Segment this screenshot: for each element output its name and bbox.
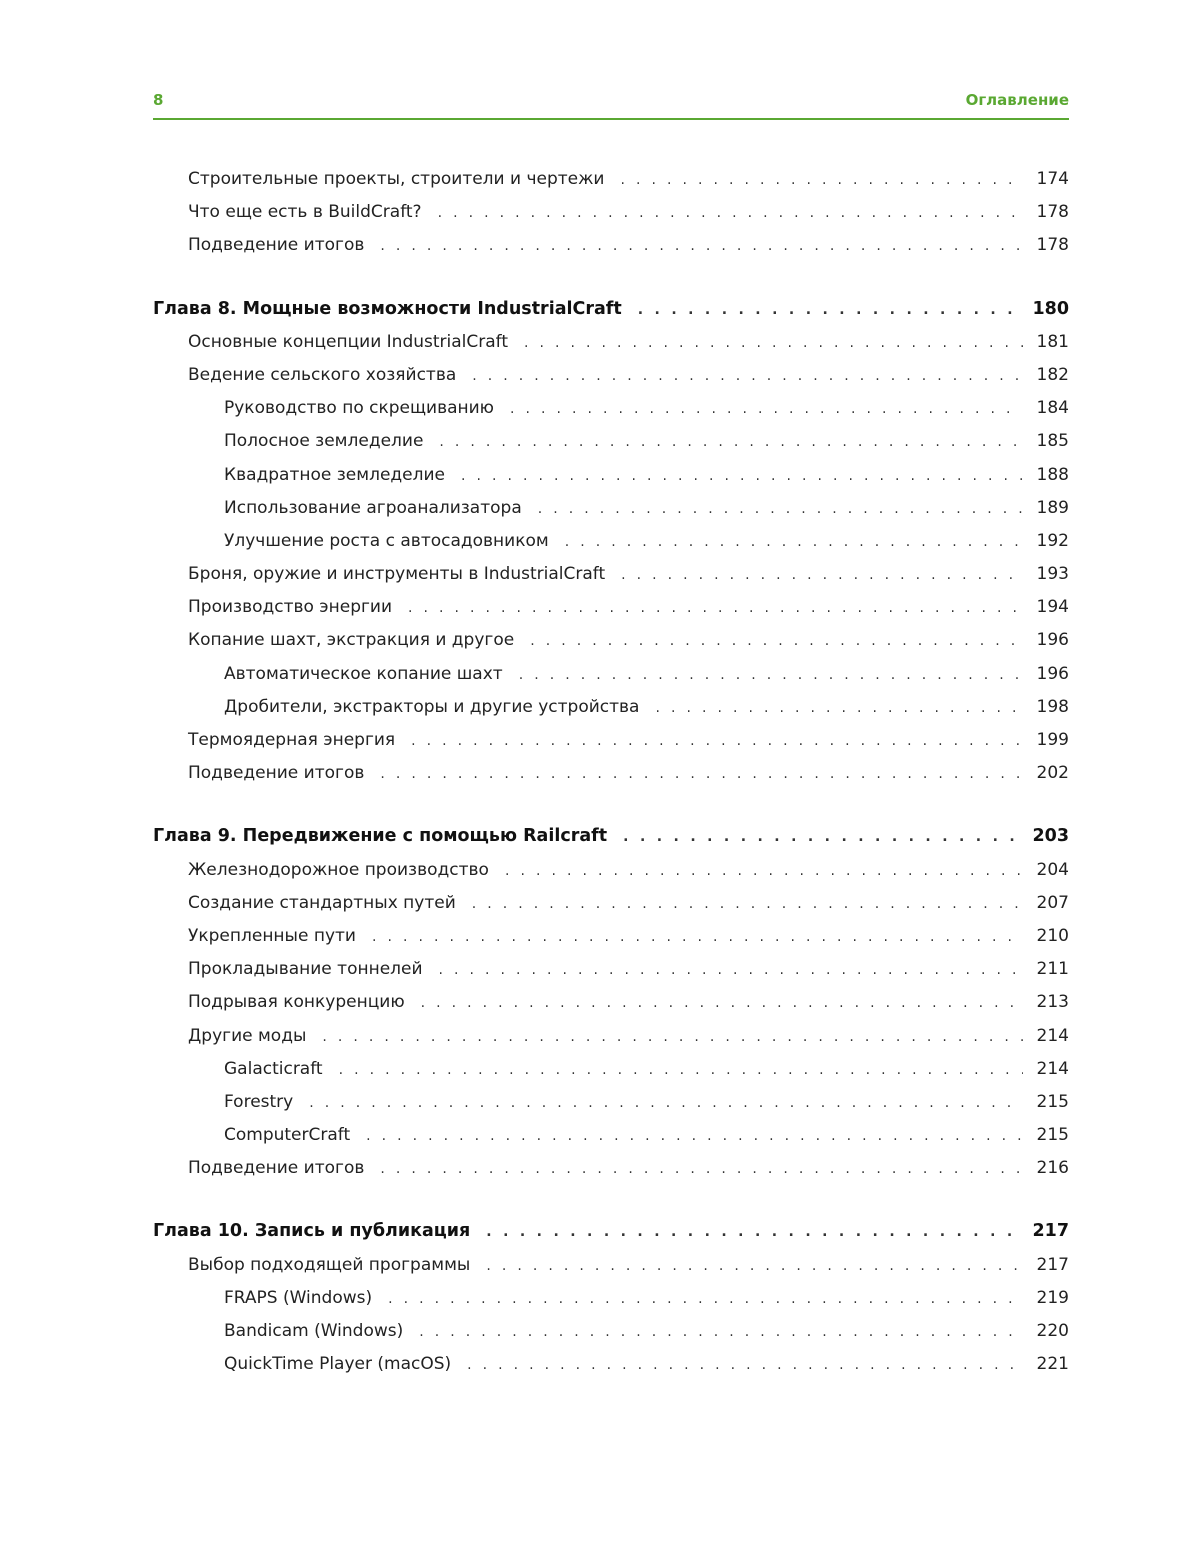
page-header <box>153 86 1069 120</box>
toc-entry-title: Ведение сельского хозяйства <box>188 364 457 385</box>
toc-entry-page: 221 <box>1036 1354 1069 1375</box>
dot-leader <box>486 1250 1022 1283</box>
toc-entry-title: Глава 9. Передвижение с помощью Railcraft <box>153 826 608 847</box>
toc-entry-title: Основные концепции IndustrialCraft <box>188 331 509 352</box>
dot-leader <box>638 294 1019 327</box>
toc-entry-title: Руководство по скрещиванию <box>224 398 494 419</box>
toc-entry[interactable] <box>153 326 1069 359</box>
toc-entry-title: Прокладывание тоннелей <box>188 959 423 980</box>
dot-leader <box>380 758 1022 791</box>
table-of-contents <box>153 163 1069 1381</box>
toc-entry[interactable] <box>153 854 1069 887</box>
toc-entry-page: 199 <box>1036 730 1069 750</box>
toc-entry-page: 204 <box>1036 859 1069 880</box>
toc-entry-page: 213 <box>1036 992 1069 1013</box>
toc-entry[interactable] <box>153 986 1069 1019</box>
dot-leader <box>380 230 1022 263</box>
toc-entry-title: Дробители, экстракторы и другие устройства <box>224 696 640 717</box>
dot-leader <box>461 460 1023 493</box>
toc-entry[interactable] <box>153 591 1069 624</box>
toc-entry-page: 210 <box>1036 925 1069 946</box>
toc-entry-title: Bandicam (Windows) <box>224 1321 404 1341</box>
toc-entry[interactable] <box>153 691 1069 724</box>
toc-entry-title: Копание шахт, экстракция и другое <box>188 630 515 651</box>
toc-chapter-entry[interactable] <box>153 293 1069 326</box>
toc-entry-page: 180 <box>1032 298 1069 319</box>
toc-entry-page: 189 <box>1036 497 1069 518</box>
chapter-gap <box>153 263 1069 293</box>
toc-entry-title: Подведение итогов <box>188 235 365 256</box>
dot-leader <box>519 659 1023 692</box>
toc-entry-page: 215 <box>1036 1091 1069 1112</box>
toc-entry-page: 217 <box>1036 1254 1069 1275</box>
toc-entry[interactable] <box>153 1348 1069 1381</box>
toc-chapter-entry[interactable] <box>153 820 1069 853</box>
toc-entry[interactable] <box>153 558 1069 591</box>
dot-leader <box>380 1153 1022 1186</box>
toc-entry-page: 193 <box>1036 564 1069 585</box>
toc-entry-title: Железнодорожное производство <box>188 859 489 880</box>
toc-entry-page: 178 <box>1036 202 1069 223</box>
toc-entry-title: Что еще есть в BuildCraft? <box>188 202 422 223</box>
toc-entry[interactable] <box>153 163 1069 196</box>
dot-leader <box>421 987 1023 1020</box>
toc-entry-title: Улучшение роста с автосадовником <box>224 530 549 551</box>
toc-entry[interactable] <box>153 359 1069 392</box>
toc-entry-page: 202 <box>1036 763 1069 784</box>
toc-entry-title: Выбор подходящей программы <box>188 1254 471 1275</box>
toc-entry-page: 196 <box>1036 630 1069 651</box>
dot-leader <box>524 327 1023 360</box>
toc-chapter-entry[interactable] <box>153 1215 1069 1248</box>
toc-entry[interactable] <box>153 1282 1069 1315</box>
toc-entry[interactable] <box>153 1086 1069 1119</box>
toc-entry-title: Подрывая конкуренцию <box>188 992 405 1013</box>
dot-leader <box>411 725 1022 758</box>
dot-leader <box>439 426 1022 459</box>
toc-entry[interactable] <box>153 724 1069 757</box>
toc-entry-page: 203 <box>1032 826 1069 847</box>
toc-entry-title: FRAPS (Windows) <box>224 1287 373 1308</box>
dot-leader <box>623 821 1018 854</box>
toc-entry-page: 192 <box>1036 530 1069 551</box>
dot-leader <box>419 1316 1022 1349</box>
chapter-gap <box>153 790 1069 820</box>
toc-entry-page: 214 <box>1036 1058 1069 1079</box>
dot-leader <box>538 493 1023 526</box>
dot-leader <box>510 393 1023 426</box>
dot-leader <box>339 1054 1023 1087</box>
toc-entry-page: 184 <box>1036 398 1069 419</box>
dot-leader <box>565 526 1023 559</box>
page-number: 8 <box>153 91 164 109</box>
toc-entry[interactable] <box>153 658 1069 691</box>
toc-entry[interactable] <box>153 492 1069 525</box>
toc-entry-title: Производство энергии <box>188 597 393 618</box>
dot-leader <box>472 888 1023 921</box>
toc-entry[interactable] <box>153 887 1069 920</box>
dot-leader <box>388 1283 1022 1316</box>
toc-entry-page: 219 <box>1036 1287 1069 1308</box>
toc-entry[interactable] <box>153 920 1069 953</box>
dot-leader <box>408 592 1023 625</box>
toc-entry[interactable] <box>153 1119 1069 1152</box>
toc-entry-title: Другие моды <box>188 1025 307 1046</box>
toc-entry-page: 215 <box>1036 1125 1069 1146</box>
toc-entry-title: Forestry <box>224 1091 294 1112</box>
dot-leader <box>366 1120 1022 1153</box>
dot-leader <box>655 692 1022 725</box>
toc-entry-title: Квадратное земледелие <box>224 464 445 485</box>
toc-entry-page: 207 <box>1036 892 1069 913</box>
dot-leader <box>372 921 1023 954</box>
toc-entry[interactable] <box>153 1020 1069 1053</box>
toc-entry-title: Galacticraft <box>224 1058 323 1079</box>
toc-entry[interactable] <box>153 392 1069 425</box>
toc-entry[interactable] <box>153 624 1069 657</box>
toc-entry-page: 196 <box>1036 663 1069 684</box>
dot-leader <box>322 1021 1022 1054</box>
toc-entry-title: Глава 10. Запись и публикация <box>153 1221 471 1242</box>
toc-entry[interactable] <box>153 953 1069 986</box>
toc-entry-page: 198 <box>1036 696 1069 717</box>
toc-entry-title: Полосное земледелие <box>224 431 424 452</box>
toc-entry-title: Подведение итогов <box>188 763 365 784</box>
chapter-gap <box>153 1185 1069 1215</box>
toc-entry-page: 214 <box>1036 1025 1069 1046</box>
toc-entry-title: Броня, оружие и инструменты в IndustrialCraft <box>188 564 606 585</box>
toc-entry-page: 174 <box>1036 169 1069 189</box>
toc-entry[interactable] <box>153 425 1069 458</box>
toc-entry-title: Строительные проекты, строители и чертежи <box>188 169 605 189</box>
dot-leader <box>439 954 1023 987</box>
toc-entry-page: 178 <box>1036 235 1069 256</box>
running-title: Оглавление <box>965 91 1069 109</box>
toc-entry-title: Автоматическое копание шахт <box>224 663 503 684</box>
toc-entry[interactable] <box>153 525 1069 558</box>
toc-entry-title: ComputerCraft <box>224 1125 351 1146</box>
toc-entry-title: QuickTime Player (macOS) <box>224 1354 452 1375</box>
toc-entry-page: 188 <box>1036 464 1069 485</box>
toc-entry-page: 194 <box>1036 597 1069 618</box>
dot-leader <box>467 1349 1022 1382</box>
toc-entry[interactable] <box>153 1053 1069 1086</box>
toc-entry-title: Создание стандартных путей <box>188 892 456 913</box>
toc-entry[interactable] <box>153 459 1069 492</box>
toc-entry-page: 217 <box>1032 1221 1069 1242</box>
toc-entry[interactable] <box>153 1152 1069 1185</box>
dot-leader <box>309 1087 1022 1120</box>
toc-entry-page: 185 <box>1036 431 1069 452</box>
dot-leader <box>438 197 1023 230</box>
toc-entry[interactable] <box>153 196 1069 229</box>
dot-leader <box>530 625 1022 658</box>
dot-leader <box>620 164 1022 197</box>
toc-entry-page: 181 <box>1036 331 1069 352</box>
toc-entry[interactable] <box>153 1315 1069 1348</box>
dot-leader <box>472 360 1022 393</box>
toc-entry[interactable] <box>153 757 1069 790</box>
toc-entry-page: 216 <box>1036 1158 1069 1179</box>
toc-entry-page: 211 <box>1036 959 1069 980</box>
toc-entry-title: Термоядерная энергия <box>188 730 396 750</box>
toc-entry-title: Укрепленные пути <box>188 925 356 946</box>
toc-entry-title: Глава 8. Мощные возможности IndustrialCraft <box>153 298 622 319</box>
toc-entry[interactable] <box>153 1249 1069 1282</box>
toc-entry-title: Подведение итогов <box>188 1158 365 1179</box>
toc-entry-title: Использование агроанализатора <box>224 497 522 518</box>
toc-entry-page: 220 <box>1036 1321 1069 1341</box>
toc-entry-page: 182 <box>1036 364 1069 385</box>
dot-leader <box>505 855 1023 888</box>
dot-leader <box>621 559 1022 592</box>
dot-leader <box>486 1216 1018 1249</box>
toc-entry[interactable] <box>153 229 1069 262</box>
